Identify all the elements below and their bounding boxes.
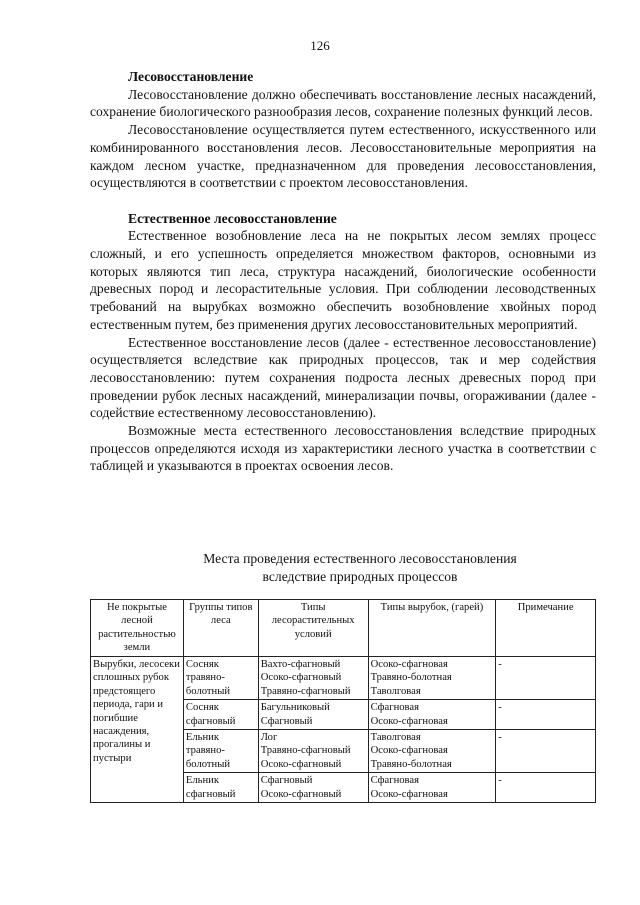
forest-group-cell: Ельник сфагновый — [183, 773, 258, 803]
cell-line: Травяно-сфагновый — [260, 685, 351, 697]
section-gap — [90, 192, 596, 210]
land-type-cell: Вырубки, лесосеки сплошных рубок предстоящего периода, гари и погибшие насаждения, прогалины и пустыри — [91, 657, 184, 803]
cell-line: Сфагновая — [370, 702, 419, 714]
reforestation-places-table — [90, 599, 596, 803]
cell-line: Багульниковый — [260, 702, 330, 714]
column-header-site-conditions: Типы лесорастительных условий — [258, 600, 368, 657]
note-cell: - — [496, 657, 596, 700]
cell-line: Травяно-сфагновый — [260, 745, 351, 757]
cell-line: Лог — [260, 732, 278, 744]
site-conditions-cell — [258, 730, 368, 773]
paragraph: Естественное восстановление лесов (далее - естественное лесовосстановление) осуществляется вследствие как природных процессов, так и мер содействия лесовосстановлению: путем сохранения подроста лесных древесных пород при проведении рубок лесных насаждений, минерализации почвы, огораживании (далее - содействие естественному лесовосстановлению). — [90, 334, 596, 421]
cutting-types-cell — [368, 657, 496, 700]
note-cell: - — [496, 730, 596, 773]
cell-line: Осоко-сфагновая — [370, 745, 448, 757]
column-header-cutting-types: Типы вырубок, (гарей) — [368, 600, 496, 657]
site-conditions-cell — [258, 657, 368, 700]
column-header-note: Примечание — [496, 600, 596, 657]
forest-group-cell: Сосняк травяно-болотный — [183, 657, 258, 700]
cell-line: Сфагновая — [370, 775, 419, 787]
cell-line: Сфагновый — [260, 775, 313, 787]
cell-line: Травяно-болотная — [370, 758, 452, 770]
cell-line: Травяно-болотная — [370, 672, 452, 684]
table-caption — [90, 550, 630, 585]
site-conditions-cell — [258, 700, 368, 730]
cutting-types-cell — [368, 730, 496, 773]
cell-line: Осоко-сфагновый — [260, 788, 342, 800]
note-cell: - — [496, 773, 596, 803]
site-conditions-cell — [258, 773, 368, 803]
page-number: 126 — [310, 38, 330, 53]
table-header-row — [91, 600, 596, 657]
column-header-forest-group: Группы типов леса — [183, 600, 258, 657]
table-row — [91, 657, 596, 700]
cell-line: Осоко-сфагновая — [370, 715, 448, 727]
cutting-types-cell — [368, 700, 496, 730]
column-header-land: Не покрытые лесной растительностью земли — [91, 600, 184, 657]
cell-line: Осоко-сфагновая — [370, 788, 448, 800]
cell-line: Сфагновый — [260, 715, 313, 727]
cutting-types-cell — [368, 773, 496, 803]
cell-line: Осоко-сфагновая — [370, 659, 448, 670]
document-body — [90, 68, 596, 475]
section-heading-natural-reforestation: Естественное лесовосстановление — [128, 210, 337, 226]
cell-line: Осоко-сфагновый — [260, 758, 342, 770]
table-caption-line: Места проведения естественного лесовосстановления — [203, 551, 517, 566]
forest-group-cell: Ельник травяно-болотный — [183, 730, 258, 773]
paragraph: Возможные места естественного лесовосстановления вследствие природных процессов определяются исходя из характеристики лесного участка в соответствии с таблицей и указываются в проектах освоения лесов. — [90, 423, 596, 474]
table-caption-line: вследствие природных процессов — [262, 568, 458, 584]
note-cell: - — [496, 700, 596, 730]
paragraph: Лесовосстановление осуществляется путем естественного, искусственного или комбинированного восстановления лесов. Лесовосстановительные мероприятия на каждом лесном участке, предназначенном для проведения лесовосстановления, осуществляются в соответствии с проектом лесовосстановления. — [90, 122, 596, 191]
forest-group-cell: Сосняк сфагновый — [183, 700, 258, 730]
cell-line: Осоко-сфагновый — [260, 672, 342, 684]
cell-line: Таволговая — [370, 732, 421, 744]
paragraph: Естественное возобновление леса на не покрытых лесом землях процесс сложный, и его успешность определяется множеством факторов, основными из которых являются тип леса, структура насаждений, биологические особенности древесных пород и лесорастительные условия. При соблюдении лесоводственных требований на вырубках возможно обеспечить возобновление хвойных пород естественным путем, без применения других лесовосстановительных мероприятий. — [90, 228, 596, 332]
cell-line: Таволговая — [370, 685, 421, 697]
cell-line: Вахто-сфагновый — [260, 659, 341, 670]
paragraph: Лесовосстановление должно обеспечивать восстановление лесных насаждений, сохранение биологического разнообразия лесов, сохранение полезных функций лесов. — [90, 86, 596, 120]
section-heading-reforestation: Лесовосстановление — [128, 69, 254, 84]
